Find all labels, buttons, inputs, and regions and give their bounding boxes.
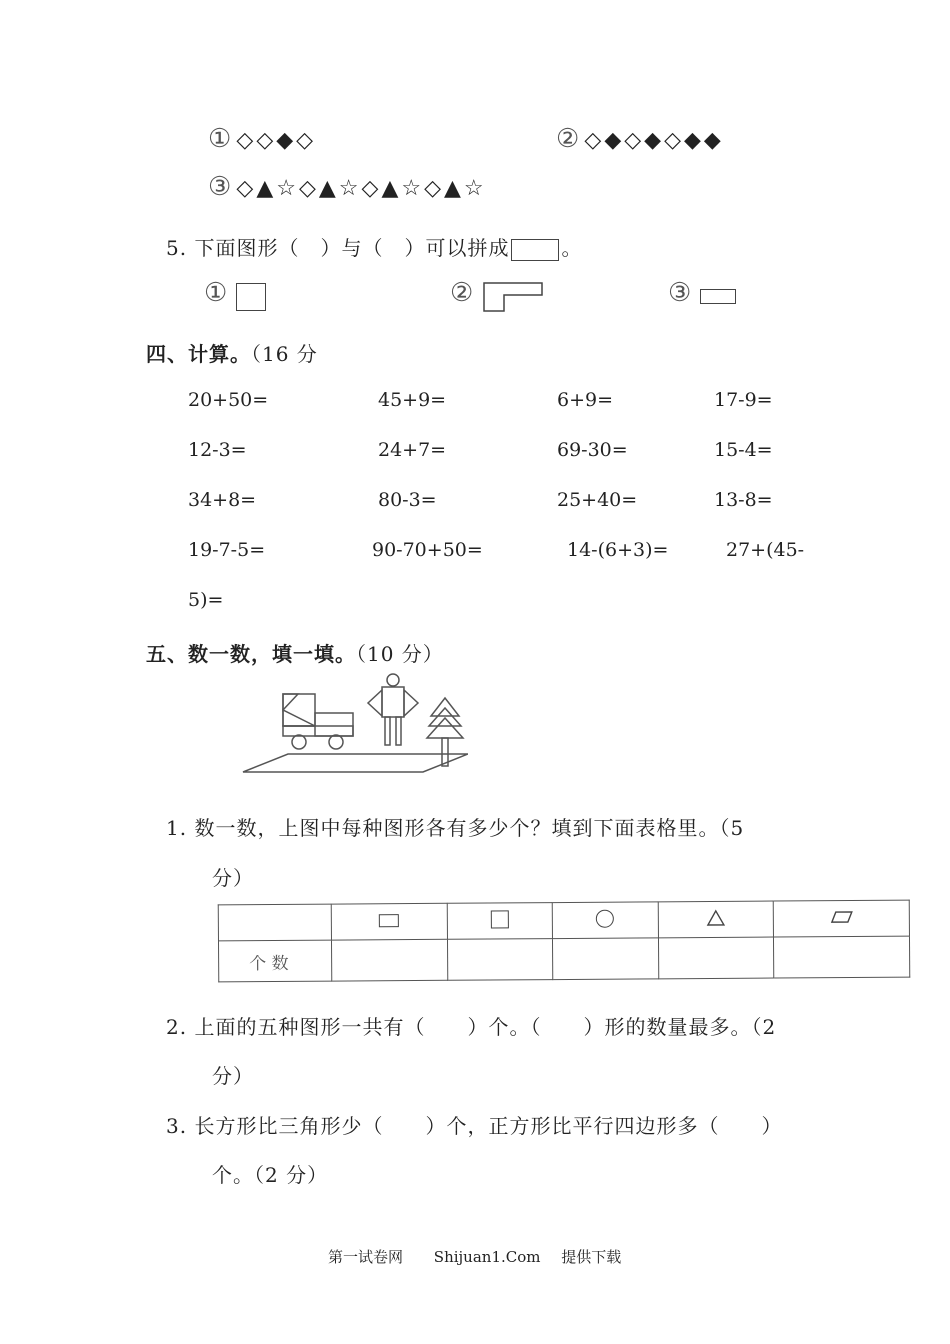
- table-answer-cell[interactable]: [447, 939, 553, 980]
- table-header-row: [218, 900, 909, 941]
- section-title: 五、数一数，填一填。: [146, 642, 356, 666]
- calc-item: 17-9=: [714, 389, 773, 411]
- count-table: [218, 900, 911, 983]
- truck-cab-triangle: [283, 694, 298, 710]
- triangle-icon: [706, 909, 726, 927]
- table-answer-cell[interactable]: [553, 938, 659, 979]
- section-4-heading: [146, 338, 318, 367]
- q5-text-end: 。: [561, 236, 583, 260]
- pattern-number: ①: [208, 124, 232, 154]
- circle-icon: [596, 909, 614, 927]
- pattern-3: [208, 172, 487, 202]
- q5-option-3: [668, 278, 736, 308]
- robot-body-square: [382, 687, 404, 717]
- table-row-label: 个 数: [218, 940, 331, 981]
- calc-item: 20+50=: [188, 389, 269, 411]
- calc-item: 12-3=: [188, 439, 247, 461]
- table-row: [218, 936, 909, 982]
- truck-body-rectangle: [315, 713, 353, 736]
- robot-arm-triangle: [368, 690, 382, 716]
- q2-line1: 2. 上面的五种图形一共有（ ）个。（ ）形的数量最多。（2: [166, 1015, 777, 1039]
- calc-item: 19-7-5=: [188, 539, 266, 561]
- q5-text: 5. 下面图形（ ）与（ ）可以拼成: [166, 236, 510, 260]
- footer-left: 第一试卷网: [328, 1248, 404, 1266]
- target-rectangle-icon: [511, 239, 559, 261]
- table-header-cell: [331, 903, 447, 940]
- q2-line2: 分）: [212, 1064, 254, 1088]
- footer-center[interactable]: Shijuan1.Com: [433, 1248, 541, 1266]
- footer-right: 提供下载: [561, 1248, 622, 1266]
- q3-line1: 3. 长方形比三角形少（ ）个，正方形比平行四边形多（ ）: [166, 1114, 783, 1138]
- option-number: ③: [668, 278, 692, 308]
- option-number: ①: [204, 278, 228, 308]
- pattern-shapes: ◇◆◇◆◇◆◆: [584, 128, 724, 153]
- table-answer-cell[interactable]: [658, 937, 774, 978]
- calc-item: 80-3=: [378, 489, 437, 511]
- calc-item: 69-30=: [557, 439, 628, 461]
- calc-item: 90-70+50=: [372, 539, 483, 561]
- calc-item: 6+9=: [557, 389, 614, 411]
- square-icon: [491, 910, 509, 928]
- truck-lower-rectangle: [283, 726, 353, 736]
- footer: [328, 1246, 621, 1267]
- robot-leg-rectangle: [396, 717, 401, 745]
- calc-item: 27+(45-: [726, 539, 805, 561]
- pattern-number: ③: [208, 172, 232, 202]
- truck-wheel-circle: [329, 735, 343, 749]
- pattern-number: ②: [556, 124, 580, 154]
- calc-item: 24+7=: [378, 439, 447, 461]
- parallelogram-icon: [829, 910, 853, 924]
- table-header-cell: [658, 901, 774, 938]
- calc-item: 15-4=: [714, 439, 773, 461]
- table-header-cell: [774, 900, 910, 937]
- q5-option-1: [204, 278, 266, 311]
- q5-question: [166, 232, 582, 261]
- robot-arm-triangle: [404, 690, 418, 716]
- section-points: （10 分）: [356, 642, 444, 666]
- tree-triangle: [427, 718, 463, 738]
- robot-leg-rectangle: [385, 717, 390, 745]
- rectangle-icon: [700, 289, 736, 304]
- calc-item: 13-8=: [714, 489, 773, 511]
- calc-item: 45+9=: [378, 389, 447, 411]
- table-answer-cell[interactable]: [331, 940, 447, 981]
- truck-wheel-circle: [292, 735, 306, 749]
- table-corner-cell: [218, 904, 331, 941]
- q1-line2: 分）: [212, 866, 254, 890]
- rectangle-icon: [379, 914, 399, 927]
- l-shape-icon: [482, 281, 544, 313]
- pattern-1: [208, 124, 316, 154]
- calc-item: 25+40=: [557, 489, 638, 511]
- q5-option-2: [450, 278, 544, 313]
- section-5-heading: [146, 638, 444, 667]
- truck-body-triangle: [283, 710, 315, 726]
- table-header-cell: [447, 903, 553, 940]
- table-header-cell: [552, 902, 658, 939]
- shapes-picture: [238, 670, 468, 776]
- pattern-shapes: ◇◇◆◇: [236, 128, 317, 153]
- q1-line1: 1. 数一数，上图中每种图形各有多少个？填到下面表格里。（5: [166, 816, 745, 840]
- table-answer-cell[interactable]: [774, 936, 910, 978]
- option-number: ②: [450, 278, 474, 308]
- calc-item: 14-(6+3)=: [567, 539, 669, 561]
- square-icon: [236, 283, 266, 311]
- robot-head-circle: [387, 674, 399, 686]
- section-title: 四、计算。: [146, 342, 251, 366]
- calc-item: 34+8=: [188, 489, 257, 511]
- pattern-2: [556, 124, 724, 154]
- section-points: （16 分: [251, 342, 318, 366]
- q3-line2: 个。（2 分）: [212, 1163, 329, 1187]
- pattern-shapes: ◇▲☆◇▲☆◇▲☆◇▲☆: [236, 176, 487, 201]
- ground-parallelogram: [243, 754, 468, 772]
- truck-cab-square: [283, 694, 315, 726]
- calc-item-wrap: 5)=: [188, 589, 224, 611]
